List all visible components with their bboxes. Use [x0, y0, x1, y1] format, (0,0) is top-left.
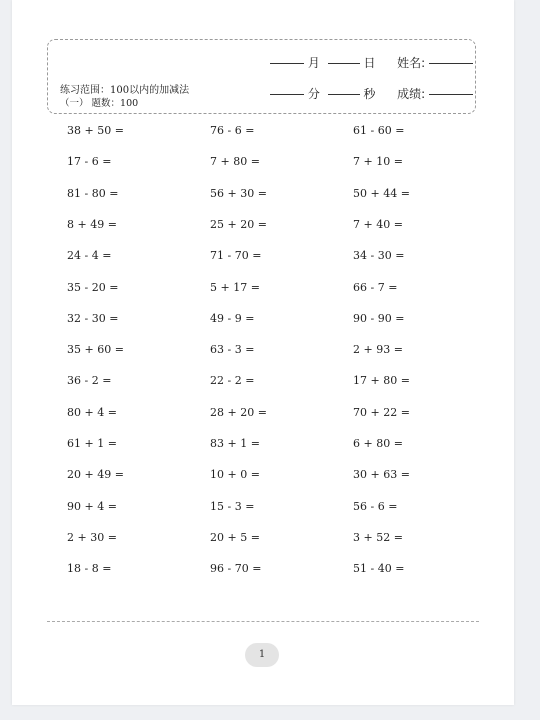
question-item: 7 + 40 =: [353, 217, 403, 231]
question-item: 30 + 63 =: [353, 468, 410, 482]
question-item: 49 - 9 =: [210, 311, 255, 325]
question-item: 34 - 30 =: [353, 249, 405, 263]
question-item: 7 + 80 =: [210, 155, 260, 169]
practice-range: 练习范围：100以内的加减法: [60, 85, 190, 96]
question-item: 18 - 8 =: [67, 562, 112, 576]
header-box: [47, 39, 476, 114]
question-item: 61 - 60 =: [353, 124, 405, 137]
question-item: 61 + 1 =: [67, 437, 117, 450]
question-item: 24 - 4 =: [67, 249, 112, 263]
question-item: 51 - 40 =: [353, 562, 405, 576]
question-item: 17 + 80 =: [353, 374, 410, 388]
question-item: 6 + 80 =: [353, 437, 403, 450]
second-label: 秒: [363, 87, 376, 101]
name-blank: [429, 62, 473, 64]
question-item: 35 - 20 =: [67, 280, 119, 294]
question-item: 83 + 1 =: [210, 437, 260, 450]
question-item: 76 - 6 =: [210, 124, 255, 137]
minute-label: 分: [307, 87, 320, 101]
question-item: 90 + 4 =: [67, 499, 117, 513]
question-item: 71 - 70 =: [210, 249, 262, 263]
question-item: 66 - 7 =: [353, 280, 398, 294]
question-item: 96 - 70 =: [210, 562, 262, 576]
month-blank: [270, 62, 304, 64]
question-item: 70 + 22 =: [353, 405, 410, 419]
date-name-row: [270, 54, 473, 71]
question-item: 3 + 52 =: [353, 530, 403, 544]
question-item: 7 + 10 =: [353, 155, 403, 169]
question-item: 32 - 30 =: [67, 311, 119, 325]
question-item: 22 - 2 =: [210, 374, 255, 388]
worksheet-page: [12, 0, 514, 705]
question-item: 63 - 3 =: [210, 343, 255, 357]
question-item: 10 + 0 =: [210, 468, 260, 482]
question-item: 36 - 2 =: [67, 374, 112, 388]
score-blank: [429, 93, 473, 95]
question-item: 25 + 20 =: [210, 217, 267, 231]
question-item: 38 + 50 =: [67, 124, 124, 137]
question-item: 8 + 49 =: [67, 217, 117, 231]
question-item: 35 + 60 =: [67, 343, 124, 357]
question-item: 50 + 44 =: [353, 186, 410, 200]
question-item: 56 + 30 =: [210, 186, 267, 200]
question-item: 15 - 3 =: [210, 499, 255, 513]
name-label: 姓名:: [397, 56, 426, 70]
question-item: 28 + 20 =: [210, 405, 267, 419]
question-item: 81 - 80 =: [67, 186, 119, 200]
question-count: （一） 题数：100: [60, 98, 139, 109]
footer-divider: [47, 621, 479, 622]
question-item: 17 - 6 =: [67, 155, 112, 169]
month-label: 月: [307, 56, 320, 70]
question-item: 56 - 6 =: [353, 499, 398, 513]
question-item: 5 + 17 =: [210, 280, 260, 294]
day-label: 日: [363, 56, 376, 70]
question-item: 20 + 5 =: [210, 530, 260, 544]
time-score-row: [270, 85, 473, 102]
question-item: 80 + 4 =: [67, 405, 117, 419]
score-label: 成绩:: [397, 87, 426, 101]
question-item: 90 - 90 =: [353, 311, 405, 325]
day-blank: [328, 62, 360, 64]
minute-blank: [270, 93, 304, 95]
question-item: 2 + 30 =: [67, 530, 117, 544]
question-item: 2 + 93 =: [353, 343, 403, 357]
question-item: 20 + 49 =: [67, 468, 124, 482]
second-blank: [328, 93, 360, 95]
page-number-badge: 1: [245, 643, 279, 667]
